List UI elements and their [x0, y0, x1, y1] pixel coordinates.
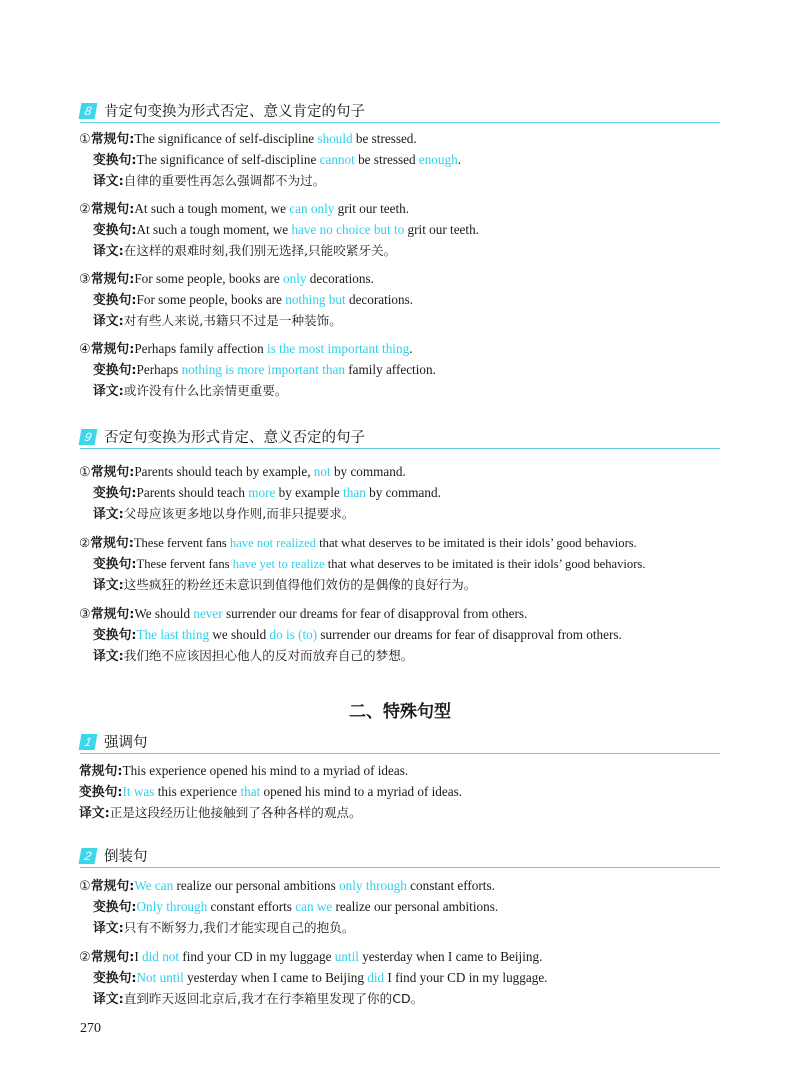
example-translation: 译文:父母应该更多地以身作则,而非只提要求。 [93, 506, 355, 522]
special-section-1-header [80, 733, 720, 753]
part-title: 二、特殊句型 [349, 702, 451, 722]
example-translation: 译文:只有不断努力,我们才能实现自己的抱负。 [93, 920, 355, 936]
example-original: 常规句:This experience opened his mind to a myriad of ideas. [79, 763, 409, 779]
section-title: 强调句 [104, 735, 148, 751]
example-original: ①常规句:The significance of self-discipline should be stressed. [79, 131, 417, 147]
section-number-badge: 9 [79, 429, 98, 445]
section-number-badge: 1 [79, 734, 98, 750]
example-original: ②常规句:I did not find your CD in my luggage until yesterday when I came to Beijing. [79, 949, 543, 965]
example-translation: 译文:正是这段经历让他接触到了各种各样的观点。 [79, 805, 362, 821]
example-transformed: 变换句:At such a tough moment, we have no choice but to grit our teeth. [93, 222, 479, 238]
section-8-header [80, 102, 720, 122]
example-transformed: 变换句:The last thing we should do is (to) surrender our dreams for fear of disapproval from others. [93, 627, 622, 643]
example-original: ④常规句:Perhaps family affection is the most important thing. [79, 341, 413, 357]
example-transformed: 变换句:Parents should teach more by example than by command. [93, 485, 441, 501]
example-original: ③常规句:For some people, books are only decorations. [79, 271, 374, 287]
section-rule [80, 122, 720, 123]
section-title: 否定句变换为形式肯定、意义否定的句子 [104, 430, 365, 446]
example-transformed: 变换句:Perhaps nothing is more important than family affection. [93, 362, 436, 378]
example-transformed: 变换句:It was this experience that opened his mind to a myriad of ideas. [79, 784, 463, 800]
example-transformed: 变换句:Only through constant efforts can we realize our personal ambitions. [93, 899, 499, 915]
example-transformed: 变换句:These fervent fans have yet to realize that what deserves to be imitated is their idols’ good behaviors. [93, 557, 646, 572]
example-translation: 译文:这些疯狂的粉丝还未意识到值得他们效仿的是偶像的良好行为。 [93, 577, 477, 593]
section-title: 倒装句 [104, 849, 148, 865]
page-number: 270 [80, 1021, 101, 1036]
example-translation: 译文:或许没有什么比亲情更重要。 [93, 383, 288, 399]
example-original: ②常规句:At such a tough moment, we can only grit our teeth. [79, 201, 410, 217]
example-translation: 译文:自律的重要性再怎么强调都不为过。 [93, 173, 326, 189]
section-title: 肯定句变换为形式否定、意义肯定的句子 [104, 104, 365, 120]
special-section-2-header [80, 847, 720, 867]
section-number-badge: 2 [79, 848, 98, 864]
example-translation: 译文:我们绝不应该因担心他人的反对而放弃自己的梦想。 [93, 648, 414, 664]
example-transformed: 变换句:The significance of self-discipline cannot be stressed enough. [93, 152, 461, 168]
example-original: ①常规句:Parents should teach by example, not by command. [79, 464, 406, 480]
example-translation: 译文:直到昨天返回北京后,我才在行李箱里发现了你的CD。 [93, 991, 424, 1007]
section-rule [80, 753, 720, 754]
section-9-header [80, 428, 720, 448]
section-number-badge: 8 [79, 103, 98, 119]
section-rule [80, 867, 720, 868]
example-transformed: 变换句:Not until yesterday when I came to Beijing did I find your CD in my luggage. [93, 970, 548, 986]
section-rule [80, 448, 720, 449]
example-original: ③常规句:We should never surrender our dreams for fear of disapproval from others. [79, 606, 528, 622]
example-original: ①常规句:We can realize our personal ambitions only through constant efforts. [79, 878, 495, 894]
example-translation: 译文:对有些人来说,书籍只不过是一种装饰。 [93, 313, 342, 329]
example-original: ②常规句:These fervent fans have not realized that what deserves to be imitated is their idols’ good behaviors. [79, 536, 637, 551]
example-translation: 译文:在这样的艰难时刻,我们别无选择,只能咬紧牙关。 [93, 243, 397, 259]
example-transformed: 变换句:For some people, books are nothing but decorations. [93, 292, 414, 308]
